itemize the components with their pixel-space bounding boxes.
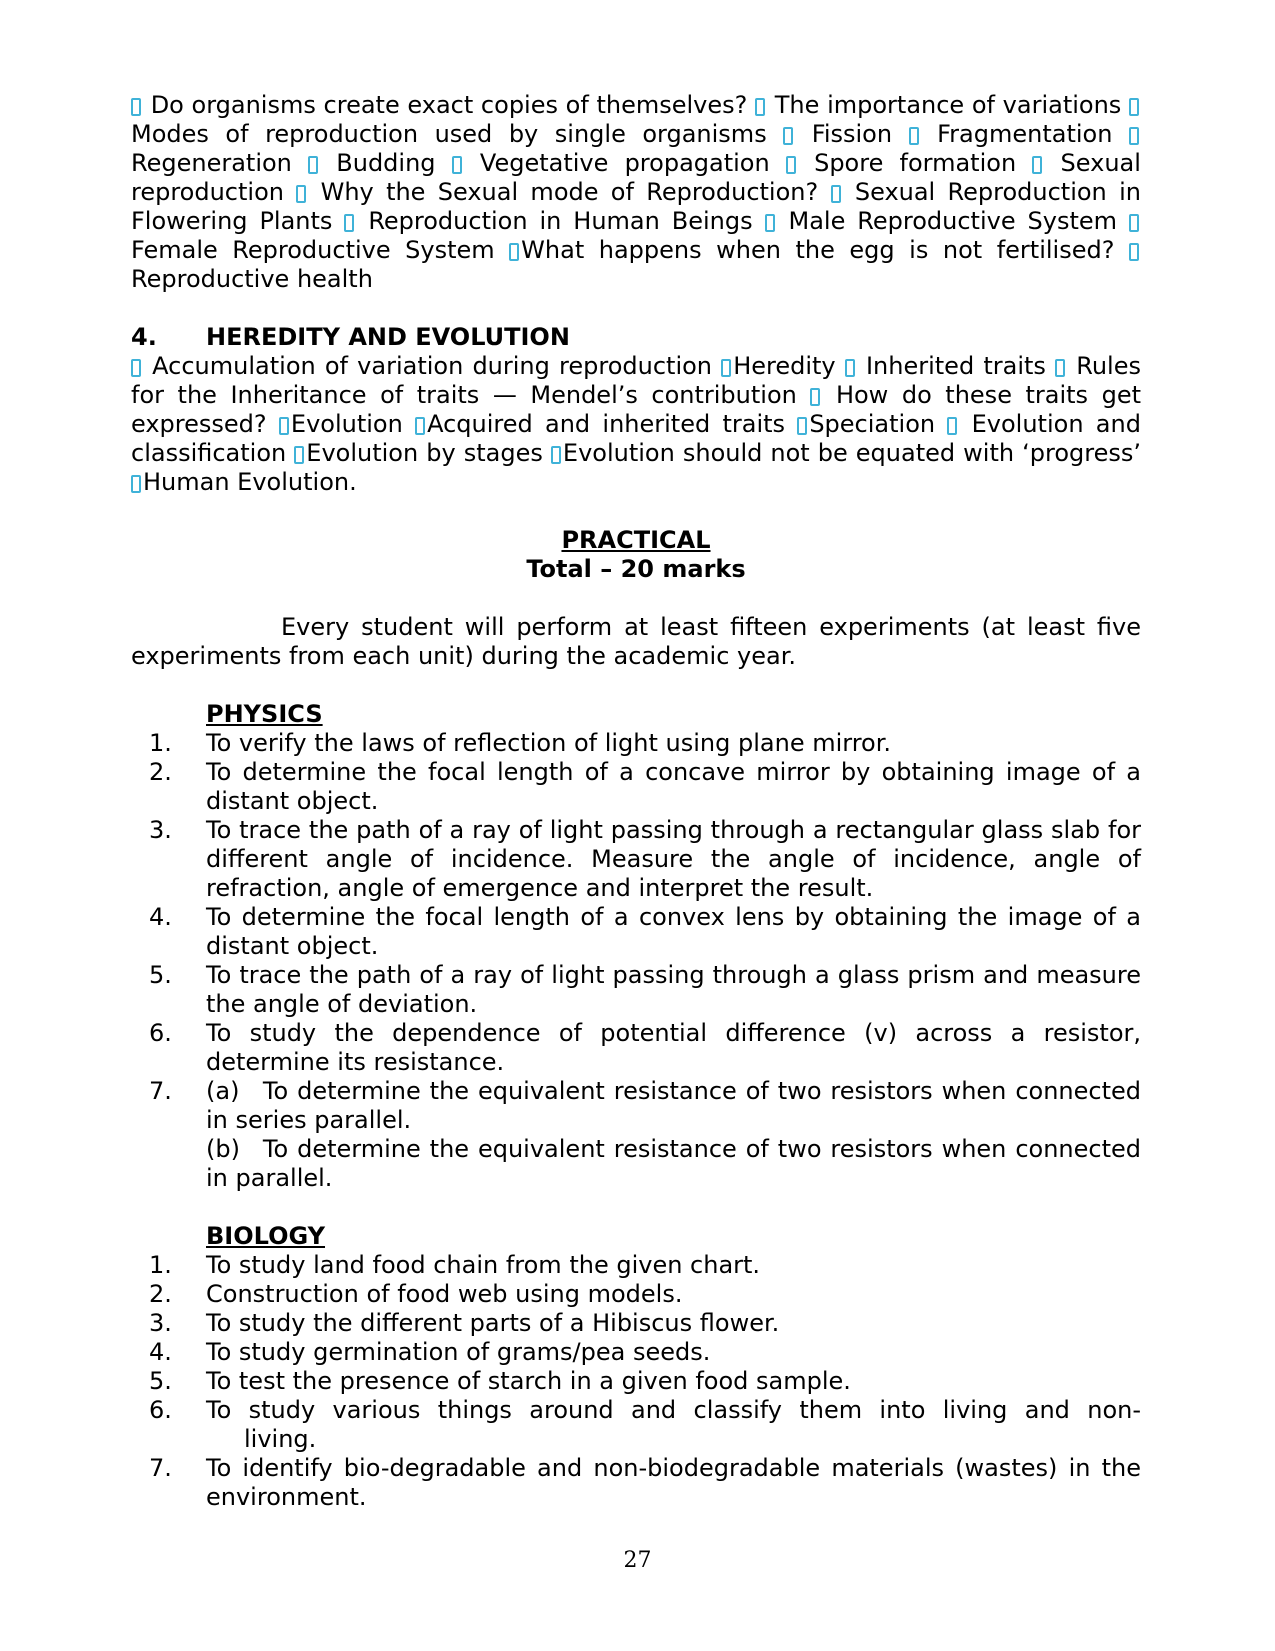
bullet-icon	[415, 417, 425, 435]
topic: Evolution should not be equated with ‘progress’	[562, 439, 1141, 467]
bullet-icon	[1129, 98, 1139, 116]
section-title: HEREDITY AND EVOLUTION	[206, 323, 570, 351]
bullet-icon	[1129, 243, 1139, 261]
bullet-icon	[1032, 156, 1042, 174]
item-text: Construction of food web using models.	[206, 1280, 683, 1308]
item-text: To study the different parts of a Hibiscus flower.	[206, 1309, 780, 1337]
bullet-icon	[509, 243, 519, 261]
topic: Male Reproductive System	[788, 207, 1118, 235]
topic: Female Reproductive System	[131, 236, 495, 264]
item-number: 2.	[149, 1280, 172, 1308]
bullet-icon	[1129, 127, 1139, 145]
page-number: 27	[623, 1548, 652, 1573]
item-number: 6.	[149, 1396, 172, 1424]
list-item	[131, 1454, 1141, 1512]
topic: Budding	[336, 149, 436, 177]
list-item	[131, 1280, 1141, 1309]
practical-title: PRACTICAL	[561, 526, 711, 554]
practical-total: Total – 20 marks	[526, 555, 746, 583]
reproduction-topics	[131, 91, 1141, 294]
bullet-icon	[810, 388, 820, 406]
bullet-icon	[279, 417, 289, 435]
bullet-icon	[131, 475, 141, 493]
sub-item-label: (a)	[206, 1077, 240, 1105]
physics-list	[131, 729, 1141, 1193]
item-number: 6.	[149, 1019, 172, 1047]
bullet-icon	[797, 417, 807, 435]
item-number: 1.	[149, 729, 172, 757]
item-number: 4.	[149, 903, 172, 931]
item-number: 4.	[149, 1338, 172, 1366]
topic: Fragmentation	[937, 120, 1113, 148]
bullet-icon	[721, 359, 731, 377]
list-item	[131, 1251, 1141, 1280]
bullet-icon	[1129, 214, 1139, 232]
topic: Fission	[811, 120, 893, 148]
bullet-icon	[308, 156, 318, 174]
list-item	[131, 1338, 1141, 1367]
list-item	[131, 1367, 1141, 1396]
topic: Acquired and inherited traits	[427, 410, 786, 438]
topic: Vegetative propagation	[479, 149, 770, 177]
sub-item-label: (b)	[206, 1135, 240, 1163]
bullet-icon	[755, 98, 765, 116]
list-item	[131, 961, 1141, 1019]
item-text: To identify bio-degradable and non-biodegradable materials (wastes) in the environment.	[206, 1454, 1141, 1511]
item-text-continuation: living.	[244, 1425, 317, 1453]
bullet-icon	[131, 98, 141, 116]
sub-item-text: To determine the equivalent resistance of two resistors when connected in series parallel.	[206, 1077, 1141, 1134]
item-text: To determine the focal length of a concave mirror by obtaining image of a distant object.	[206, 758, 1141, 815]
physics-heading: PHYSICS	[206, 700, 323, 728]
bullet-icon	[783, 127, 793, 145]
topic: Reproduction in Human Beings	[368, 207, 753, 235]
bullet-icon	[786, 156, 796, 174]
topic: What happens when the egg is not fertilised?	[521, 236, 1115, 264]
topic: Reproductive health	[131, 265, 373, 293]
sub-item-a	[206, 1077, 1141, 1135]
item-number: 3.	[149, 1309, 172, 1337]
item-text: To study various things around and classify them into living and non-	[206, 1396, 1141, 1424]
topic: Accumulation of variation during reproduction	[152, 352, 713, 380]
section-heading	[131, 323, 1141, 352]
biology-heading: BIOLOGY	[206, 1222, 326, 1250]
biology-list	[131, 1251, 1141, 1512]
bullet-icon	[452, 156, 462, 174]
item-text: To study the dependence of potential difference (v) across a resistor, determine its resistance.	[206, 1019, 1141, 1076]
bullet-icon	[947, 417, 957, 435]
practical-intro: Every student will perform at least fifteen experiments (at least five experiments from each unit) during the academic year.	[131, 613, 1141, 670]
sub-item-b	[206, 1135, 1141, 1193]
bullet-icon	[296, 185, 306, 203]
list-item	[131, 1019, 1141, 1077]
item-text: To study land food chain from the given chart.	[206, 1251, 761, 1279]
topic: Modes of reproduction used by single organisms	[131, 120, 767, 148]
item-text: To study germination of grams/pea seeds.	[206, 1338, 711, 1366]
topic: How do these traits get expressed?	[131, 381, 1141, 438]
topic: Why the Sexual mode of Reproduction?	[320, 178, 819, 206]
item-number: 5.	[149, 1367, 172, 1395]
bullet-icon	[294, 446, 304, 464]
bullet-icon	[845, 359, 855, 377]
heredity-topics	[131, 352, 1141, 497]
list-item	[131, 1077, 1141, 1193]
item-number: 2.	[149, 758, 172, 786]
list-item	[131, 1396, 1141, 1454]
item-number: 1.	[149, 1251, 172, 1279]
list-item	[131, 729, 1141, 758]
item-number: 7.	[149, 1077, 172, 1105]
topic: Do organisms create exact copies of themselves?	[150, 91, 748, 119]
bullet-icon	[831, 185, 841, 203]
bullet-icon	[765, 214, 775, 232]
topic: Human Evolution.	[143, 468, 357, 496]
topic: Regeneration	[131, 149, 292, 177]
item-text: To determine the focal length of a convex lens by obtaining the image of a distant object.	[206, 903, 1141, 960]
item-text: To test the presence of starch in a given food sample.	[206, 1367, 851, 1395]
item-text: To verify the laws of reflection of light using plane mirror.	[206, 729, 892, 757]
topic: The importance of variations	[774, 91, 1122, 119]
topic: Evolution by stages	[306, 439, 543, 467]
item-text: To trace the path of a ray of light passing through a glass prism and measure the angle of deviation.	[206, 961, 1141, 1018]
item-number: 5.	[149, 961, 172, 989]
item-number: 7.	[149, 1454, 172, 1482]
topic: Inherited traits	[865, 352, 1046, 380]
section-number: 4.	[131, 323, 157, 351]
topic: Evolution and classification	[131, 410, 1141, 467]
bullet-icon	[131, 359, 141, 377]
topic: Heredity	[733, 352, 836, 380]
topic: Sexual reproduction	[131, 149, 1141, 206]
topic: Speciation	[809, 410, 936, 438]
bullet-icon	[344, 214, 354, 232]
item-text: To trace the path of a ray of light passing through a rectangular glass slab for different angle of incidence. Measure the angle of incidence, angle of refraction, angle of emergence and interpret the result.	[206, 816, 1141, 902]
bullet-icon	[909, 127, 919, 145]
bullet-icon	[551, 446, 561, 464]
list-item	[131, 758, 1141, 816]
topic: Rules for the Inheritance of traits — Mendel’s contribution	[131, 352, 1141, 409]
list-item	[131, 1309, 1141, 1338]
topic: Evolution	[290, 410, 403, 438]
list-item	[131, 903, 1141, 961]
list-item	[131, 816, 1141, 903]
bullet-icon	[1055, 359, 1065, 377]
document-page	[131, 91, 1141, 1512]
topic: Spore formation	[814, 149, 1017, 177]
sub-item-text: To determine the equivalent resistance of two resistors when connected in parallel.	[206, 1135, 1141, 1192]
topic: Sexual Reproduction in Flowering Plants	[131, 178, 1141, 235]
item-number: 3.	[149, 816, 172, 844]
